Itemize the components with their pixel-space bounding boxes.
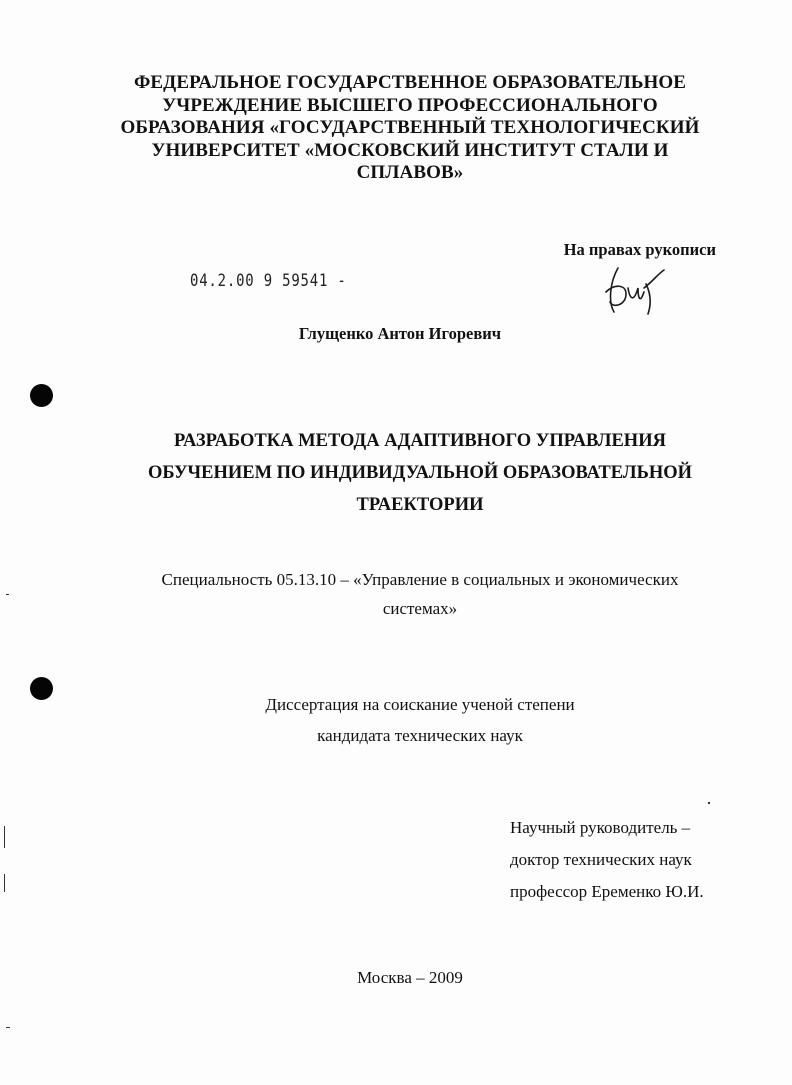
title-line: РАЗРАБОТКА МЕТОДА АДАПТИВНОГО УПРАВЛЕНИЯ xyxy=(174,431,666,451)
city-year: Москва – 2009 xyxy=(357,968,463,987)
degree-statement xyxy=(170,689,670,751)
advisor-line: профессор Еременко Ю.И. xyxy=(510,882,704,901)
scan-artifact-mark xyxy=(4,874,5,892)
organization-line: СПЛАВОВ» xyxy=(356,162,464,183)
specialty-line: системах» xyxy=(382,599,458,618)
advisor-line: Научный руководитель – xyxy=(510,818,691,837)
specialty-line: Специальность 05.13.10 – «Управление в социальных и экономических xyxy=(161,570,679,589)
organization-line: УНИВЕРСИТЕТ «МОСКОВСКИЙ ИНСТИТУТ СТАЛИ И xyxy=(151,139,669,161)
organization-line: ОБРАЗОВАНИЯ «ГОСУДАРСТВЕННЫЙ ТЕХНОЛОГИЧЕСКИЙ xyxy=(120,117,700,138)
title-line: ТРАЕКТОРИИ xyxy=(356,495,484,515)
degree-line: Диссертация на соискание ученой степени xyxy=(265,695,575,714)
scan-artifact-mark xyxy=(6,594,9,595)
library-stamp-number: 04.2.00 9 59541 - xyxy=(190,271,347,291)
organization-line: ФЕДЕРАЛЬНОЕ ГОСУДАРСТВЕННОЕ ОБРАЗОВАТЕЛЬНОЕ xyxy=(133,72,687,93)
handwritten-signature xyxy=(600,262,670,318)
binding-hole-bottom xyxy=(30,677,53,700)
scan-artifact-mark xyxy=(708,802,710,804)
scientific-advisor xyxy=(510,812,704,908)
author-name: Глущенко Антон Игоревич xyxy=(298,324,502,343)
organization-name xyxy=(110,72,710,185)
advisor-line: доктор технических наук xyxy=(510,850,692,869)
manuscript-rights-note: На правах рукописи xyxy=(563,240,716,259)
binding-hole-top xyxy=(30,384,53,407)
scan-artifact-mark xyxy=(6,1027,10,1028)
organization-line: УЧРЕЖДЕНИЕ ВЫСШЕГО ПРОФЕССИОНАЛЬНОГО xyxy=(162,94,658,116)
degree-line: кандидата технических наук xyxy=(317,726,523,745)
scan-artifact-mark xyxy=(4,826,5,848)
dissertation-title xyxy=(100,425,740,521)
specialty xyxy=(90,565,750,623)
title-line: ОБУЧЕНИЕМ ПО ИНДИВИДУАЛЬНОЙ ОБРАЗОВАТЕЛЬНОЙ xyxy=(147,463,692,483)
